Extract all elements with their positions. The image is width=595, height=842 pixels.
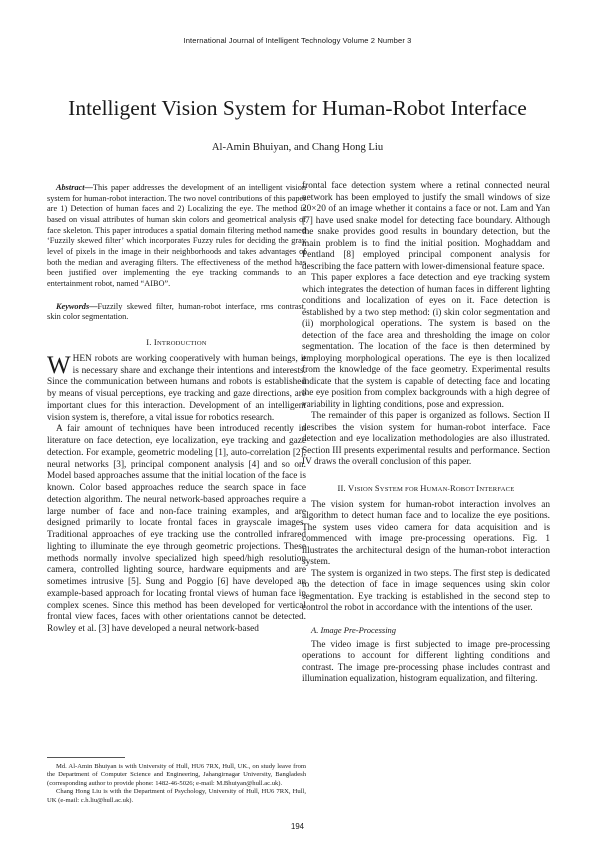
drop-cap: W	[47, 351, 71, 379]
abstract	[47, 183, 306, 290]
page-number: 194	[290, 822, 304, 831]
intro-paragraph-2: A fair amount of techniques have been introduced recently in literature on face detection, eye localization, eye tracking and gaze detection. For example, geometric modeling [1], auto-correlation [2], neural networks [3], principal component analysis [4] and so on. Model based approaches assume that the initial location of the face is known. Color based approaches reduce the search space in face detection algorithm. The neural network-based approaches require a large number of face and non-face training examples, and are designed primarily to locate frontal faces in grayscale images. Traditional approaches of eye tracking use the controlled infrared lighting to illuminate the eye through geometric projections. These methods normally involve specialized high speed/high resolution camera, controlled lighting source, hardware equipments and are sometimes intrusive [5]. Sung and Poggio [6] have developed an example-based approach for locating frontal views of human face in complex scenes. Since this method has been developed for vertical frontal view faces, faces with other orientations cannot be detected. Rowley et al. [3] have developed a neural network-based	[47, 424, 306, 635]
intro-paragraph-4: The remainder of this paper is organized as follows. Section II describes the vision system for human-robot interface. Face detection and eye localization methodologies are also illustrated. Section III presents experimental results and performance. Section IV draws the overall conclusion of this paper.	[302, 411, 550, 467]
intro-paragraph-2-continued: frontal face detection system where a retinal connected neural network has been employed to justify the small windows of size 20×20 of an image whether it contains a face or not. Lam and Yan [7] have used snake model for detecting face boundary. Although the snake provides good results in boundary detection, but the main problem is to find the initial position. Moghaddam and Pentland [8] employed principal component analysis for describing the face pattern with lower-dimensional feature space.	[302, 181, 550, 272]
preprocessing-paragraph-1: The video image is first subjected to image pre-processing operations to account for different lighting conditions and contrast. The image pre-processing phase includes contrast and illumination equalization, histogram equalization, and filtering.	[302, 639, 550, 684]
keywords	[47, 302, 306, 323]
subsection-heading-preprocessing: A. Image Pre-Processing	[311, 624, 397, 635]
footnote-rule	[47, 757, 125, 758]
footnote-author-1: Md. Al-Amin Bhuiyan is with University of Hull, HU6 7RX, Hull, UK., on study leave from the Department of Computer Science and Engineering, Jahangirnagar University, Bangladesh (corresponding author to provide phone: 1482-46-5026; e-mail: M.Bhuiyan@hull.ac.uk).	[47, 763, 306, 787]
left-column	[47, 183, 306, 636]
paper-title: Intelligent Vision System for Human-Robot Interface	[68, 96, 527, 120]
footnotes	[47, 757, 306, 805]
abstract-label: Abstract—	[56, 183, 93, 192]
right-column	[302, 181, 550, 686]
author-line: Al-Amin Bhuiyan, and Chang Hong Liu	[211, 142, 384, 153]
keywords-label: Keywords—	[56, 301, 98, 311]
journal-header: International Journal of Intelligent Technology Volume 2 Number 3	[183, 36, 412, 45]
footnote-author-2: Chang Hong Liu is with the Department of Psychology, University of Hull, HU6 7RX, Hull, UK (e-mail: c.h.liu@hull.ac.uk).	[47, 788, 306, 804]
vision-paragraph-2: The system is organized in two steps. The first step is dedicated to the detection of face in image sequences using skin color segmentation. Eye tracking is established in the second step to control the robot in accordance with the intentions of the user.	[302, 568, 550, 613]
section-heading-vision-system: II. VISION SYSTEM FOR HUMAN-ROBOT INTERFACE	[337, 482, 515, 493]
intro-paragraph-3: This paper explores a face detection and eye tracking system which integrates the detection of human faces in different lighting conditions and localization of eyes on it. Face detection is established by a two step method: (i) skin color segmentation and (ii) morphological operations. The system is based on the detection of the face area and thresholding the image on color segmentation. The location of the face is then determined by employing morphological operations. The eye is then localized from the knowledge of the face geometry. Experimental results indicate that the system is capable of detecting face and locating the eye position from complex backgrounds with a high degree of variability in lighting conditions, pose and expression.	[302, 273, 550, 410]
keywords-text: Fuzzily skewed filter, human-robot interface, rms contrast, skin color segmentation.	[47, 301, 306, 322]
intro-paragraph-1: WHEN robots are working cooperatively with human beings, it is necessary share and exchange their intentions and interests. Since the communication between humans and robots is established by means of visual perceptions, eye tracking and gaze directions, are important clues for this interaction. Development of an intelligent vision system is, therefore, a vital issue for robotics research.	[47, 351, 306, 423]
vision-paragraph-1: The vision system for human-robot interaction involves an algorithm to detect human face and to localize the eye positions. The system uses video camera for data acquisition and is commenced with image pre-processing operations. Fig. 1 illustrates the architectural design of the human-robot interaction system.	[302, 499, 550, 567]
section-heading-introduction: I. INTRODUCTION	[146, 336, 207, 347]
abstract-text: This paper addresses the development of an intelligent vision system for human-robot interaction. The two novel contributions of this paper are 1) Detection of human faces and 2) Localizing the eye. The method is based on visual attributes of human skin colors and geometrical analysis of face skeleton. This paper introduces a spatial domain filtering method named ‘Fuzzily skewed filter’ which incorporates Fuzzy rules for deciding the gray level of pixels in the image in their neighborhoods and takes advantages of both the median and averaging filters. The effectiveness of the method has been justified over implementing the eye tracking commands to an entertainment robot, named “AIBO”.	[47, 183, 306, 288]
